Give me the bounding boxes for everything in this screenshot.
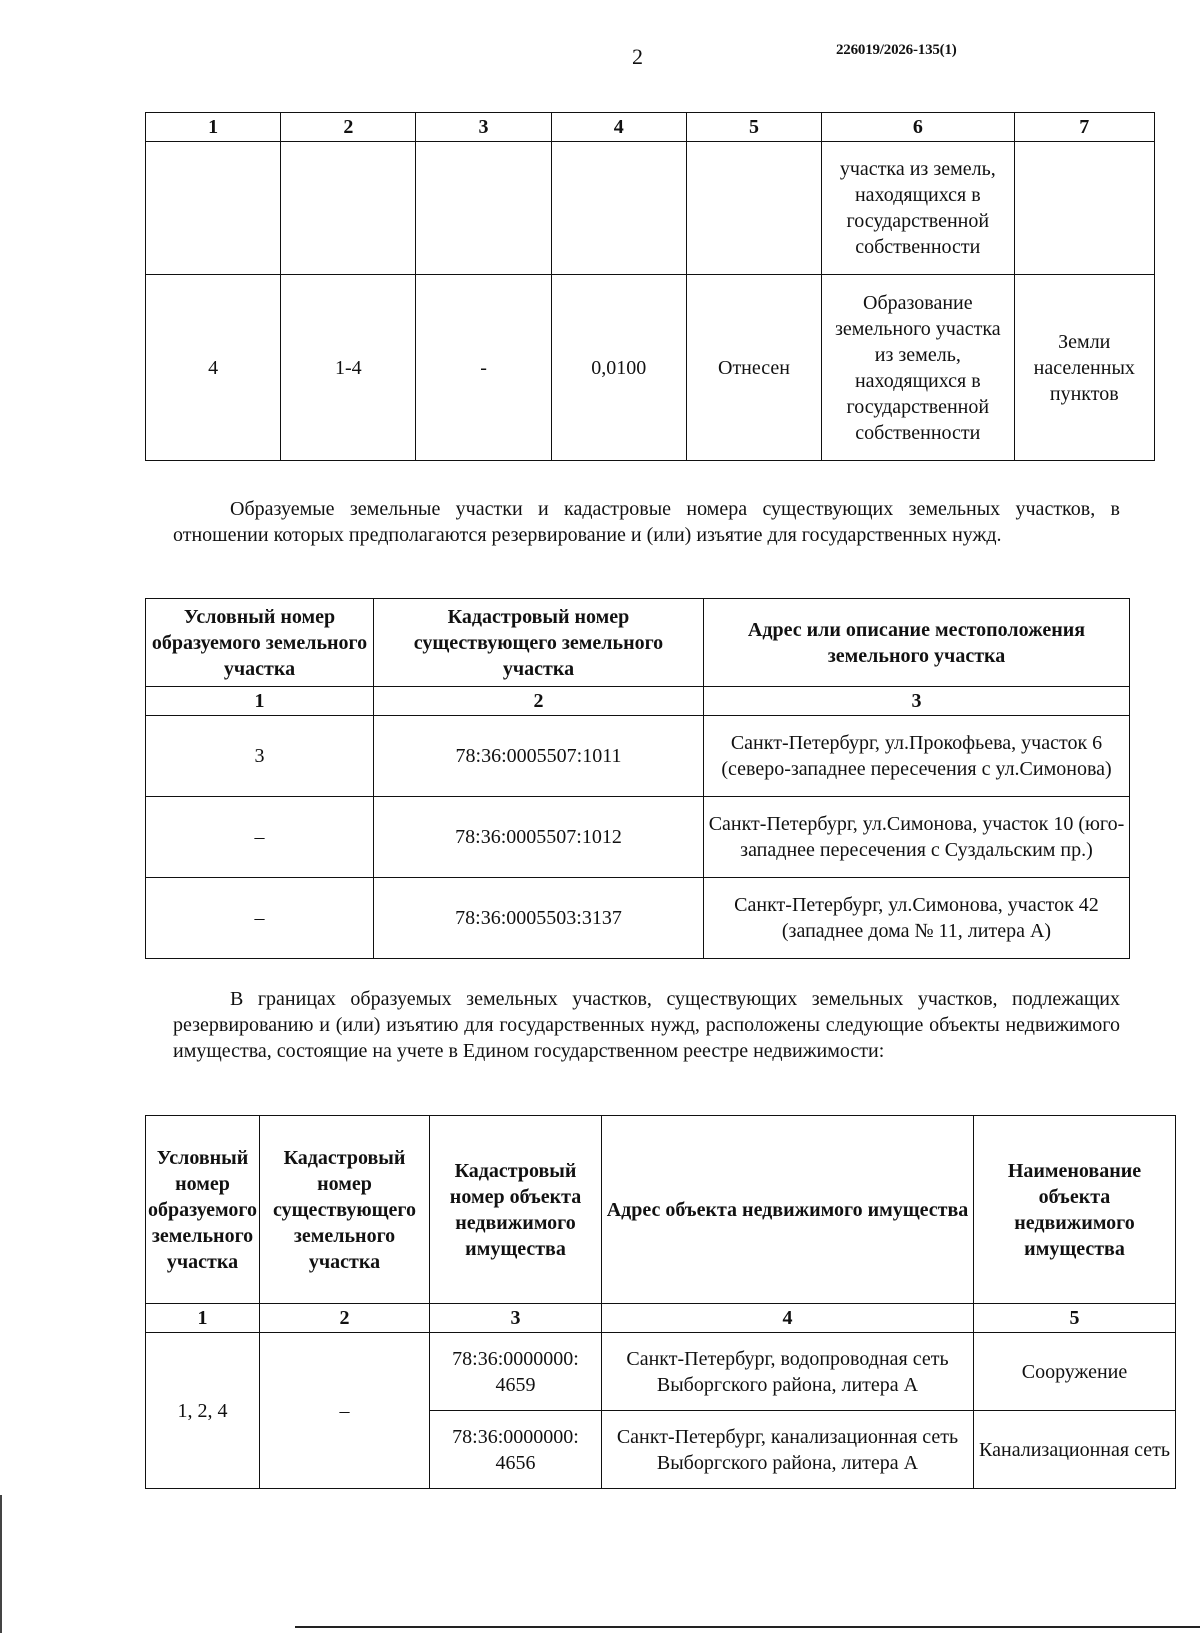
header-row [146, 599, 1130, 687]
paragraph-text: В границах образуемых земельных участков, существующих земельных участков, подлежащих резервированию и (или) изъятию для государственных нужд, расположены следующие объекты недвижимого имущества, состоящие на учете в Едином государственном реестре недвижимости: [173, 988, 1120, 1062]
column-number: 2 [374, 687, 704, 716]
column-number: 5 [974, 1304, 1176, 1333]
table-cell: Отнесен [686, 275, 821, 461]
column-number: 2 [260, 1304, 430, 1333]
table-cell: 4 [146, 275, 281, 461]
plot-address: Санкт-Петербург, ул.Симонова, участок 42 (западнее дома № 11, литера А) [704, 878, 1130, 959]
column-number: 1 [146, 1304, 260, 1333]
object-address: Санкт-Петербург, канализационная сеть Выборгского района, литера А [602, 1411, 974, 1489]
plot-address: Санкт-Петербург, ул.Прокофьева, участок 6 (северо-западнее пересечения с ул.Симонова) [704, 716, 1130, 797]
column-header: Адрес или описание местоположения земельного участка [704, 599, 1130, 687]
column-number: 4 [602, 1304, 974, 1333]
column-header: Условный номер образуемого земельного участка [146, 599, 374, 687]
table-row [146, 797, 1130, 878]
column-number: 3 [430, 1304, 602, 1333]
table-cell: Земли населенных пунктов [1014, 275, 1154, 461]
column-number: 2 [281, 113, 416, 142]
table-row [146, 275, 1155, 461]
table-cell [686, 142, 821, 275]
column-number: 4 [551, 113, 686, 142]
column-header: Кадастровый номер существующего земельного участка [374, 599, 704, 687]
paragraph-plots [173, 496, 1120, 548]
cadastral-number: 78:36:0005507:1011 [374, 716, 704, 797]
real-estate-objects-table [145, 1115, 1176, 1489]
column-number-row [146, 1304, 1176, 1333]
object-name: Канализационная сеть [974, 1411, 1176, 1489]
object-name: Сооружение [974, 1333, 1176, 1411]
column-number: 5 [686, 113, 821, 142]
plot-number: – [146, 878, 374, 959]
table-row [146, 878, 1130, 959]
table-cell [416, 142, 551, 275]
table-cell: Образование земельного участка из земель, находящихся в государственной собственности [822, 275, 1014, 461]
table-cell [1014, 142, 1154, 275]
table-cell [281, 142, 416, 275]
table-row [146, 142, 1155, 275]
object-cadastral-number: 78:36:0000000: 4659 [430, 1333, 602, 1411]
existing-cadastral-number: – [260, 1333, 430, 1489]
cadastral-number: 78:36:0005503:3137 [374, 878, 704, 959]
column-header: Условный номер образуемого земельного участка [146, 1116, 260, 1304]
table-cell [146, 142, 281, 275]
column-header: Адрес объекта недвижимого имущества [602, 1116, 974, 1304]
paragraph-text: Образуемые земельные участки и кадастровые номера существующих земельных участков, в отношении которых предполагаются резервирование и (или) изъятие для государственных нужд. [173, 498, 1120, 546]
land-plots-table [145, 112, 1155, 461]
document-id: 226019/2026-135(1) [836, 42, 957, 58]
paragraph-objects [173, 986, 1120, 1064]
scan-edge-line [295, 1626, 1200, 1628]
column-number-row [146, 687, 1130, 716]
scan-edge-line [0, 1495, 2, 1633]
table-cell: 0,0100 [551, 275, 686, 461]
table-cell: участка из земель, находящихся в государственной собственности [822, 142, 1014, 275]
object-cadastral-number: 78:36:0000000: 4656 [430, 1411, 602, 1489]
page-number: 2 [632, 44, 643, 69]
column-number: 1 [146, 687, 374, 716]
column-number: 6 [822, 113, 1014, 142]
cadastral-number: 78:36:0005507:1012 [374, 797, 704, 878]
table-row [146, 1333, 1176, 1411]
table-cell: 1-4 [281, 275, 416, 461]
column-header: Наименование объекта недвижимого имущества [974, 1116, 1176, 1304]
plot-numbers: 1, 2, 4 [146, 1333, 260, 1489]
plot-number: 3 [146, 716, 374, 797]
column-number-row [146, 113, 1155, 142]
table-row [146, 716, 1130, 797]
column-header: Кадастровый номер существующего земельного участка [260, 1116, 430, 1304]
column-number: 1 [146, 113, 281, 142]
plot-number: – [146, 797, 374, 878]
column-number: 3 [704, 687, 1130, 716]
column-header: Кадастровый номер объекта недвижимого имущества [430, 1116, 602, 1304]
reserved-plots-table [145, 598, 1130, 959]
plot-address: Санкт-Петербург, ул.Симонова, участок 10 (юго-западнее пересечения с Суздальским пр.) [704, 797, 1130, 878]
object-address: Санкт-Петербург, водопроводная сеть Выборгского района, литера А [602, 1333, 974, 1411]
table-cell [551, 142, 686, 275]
header-row [146, 1116, 1176, 1304]
column-number: 3 [416, 113, 551, 142]
column-number: 7 [1014, 113, 1154, 142]
table-cell: - [416, 275, 551, 461]
